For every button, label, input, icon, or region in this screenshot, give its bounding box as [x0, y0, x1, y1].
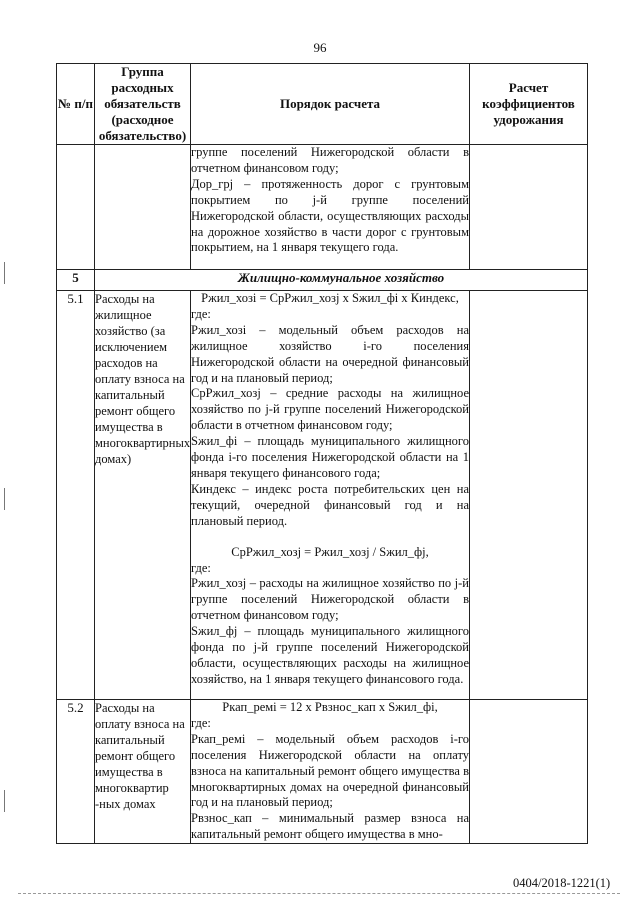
section-number: 5	[57, 270, 95, 291]
continuation-line: группе поселений Нижегородской области в отчетном финансовом году;	[191, 145, 469, 175]
definition: Ржил_хозi – модельный объем расходов на жилищное хозяйство i-го поселения Нижегородской области на очередной финансовый год и на плановый период;	[191, 322, 469, 385]
page-number: 96	[313, 40, 327, 55]
header-order: Порядок расчета	[191, 64, 470, 145]
margin-mark	[4, 488, 5, 510]
margin-mark	[4, 262, 5, 284]
expense-group: Расходы на жилищное хозяйство (за исключением расходов на оплату взноса на капитальный ремонт общего имущества в многоквартирных домах)	[95, 291, 191, 700]
row-number: 5.2	[57, 700, 95, 844]
continuation-line: Дор_грj – протяженность дорог с грунтовым покрытием по j-й группе поселений Нижегородской области, осуществляющих расходы на дорожное хозяйство в части дорог с грунтовым покрытием, на 1 января текущего года.	[191, 176, 469, 255]
definition: СрРжил_хозj – средние расходы на жилищное хозяйство по j-й группе поселений Нижегородской области в отчетном финансовом году;	[191, 386, 469, 433]
continuation-row	[57, 145, 588, 270]
bottom-dashed-edge	[18, 893, 620, 894]
document-code: 0404/2018-1221(1)	[513, 876, 611, 890]
table-row-5-2	[57, 700, 588, 844]
row-number: 5.1	[57, 291, 95, 700]
formula: Ркап_ремi = 12 x Рвзнос_кап x Sжил_фi,	[222, 700, 438, 714]
header-calc: Расчет коэффициентов удорожания	[470, 64, 588, 145]
where-label: где:	[191, 715, 211, 730]
table-header-row	[57, 64, 588, 145]
header-num: № п/п	[57, 64, 95, 145]
where-label: где:	[191, 560, 211, 575]
definition: Sжил_фi – площадь муниципального жилищного фонда i-го поселения Нижегородской области на 1 января текущего финансового года;	[191, 434, 469, 480]
formula: Ржил_хозi = СрРжил_хозj x Sжил_фi x Киндекс,	[201, 291, 459, 305]
definition: Ркап_ремi – модельный объем расходов i-го поселения Нижегородской области на оплату взноса на капитальный ремонт общего имущества в многоквартирных домах на очередной финансовый год и на плановый период;	[191, 731, 469, 810]
definition: Ржил_хозj – расходы на жилищное хозяйство по j-й группе поселений Нижегородской области в отчетном финансовом году;	[191, 576, 469, 623]
section-row	[57, 270, 588, 291]
section-title: Жилищно-коммунальное хозяйство	[95, 270, 588, 291]
formula: СрРжил_хозj = Ржил_хозj / Sжил_фj,	[231, 544, 429, 559]
calculation-table	[56, 63, 588, 844]
margin-mark	[4, 790, 5, 812]
definition: Киндекс – индекс роста потребительских цен на текущий, очередной финансовый год и на плановый период.	[191, 481, 469, 528]
expense-group: Расходы на оплату взноса на капитальный ремонт общего имущества в многоквартир -ных домах	[95, 700, 191, 844]
table-row-5-1	[57, 291, 588, 700]
header-group: Группа расходных обязательств (расходное обязательство)	[95, 64, 191, 145]
where-label: где:	[191, 306, 211, 321]
definition: Рвзнос_кап – минимальный размер взноса на капитальный ремонт общего имущества в мно-	[191, 811, 469, 842]
definition: Sжил_фj – площадь муниципального жилищного фонда по j-й группе поселений Нижегородской области, осуществляющих расходы на жилищное хозяйство, на 1 января текущего финансового года.	[191, 624, 469, 686]
